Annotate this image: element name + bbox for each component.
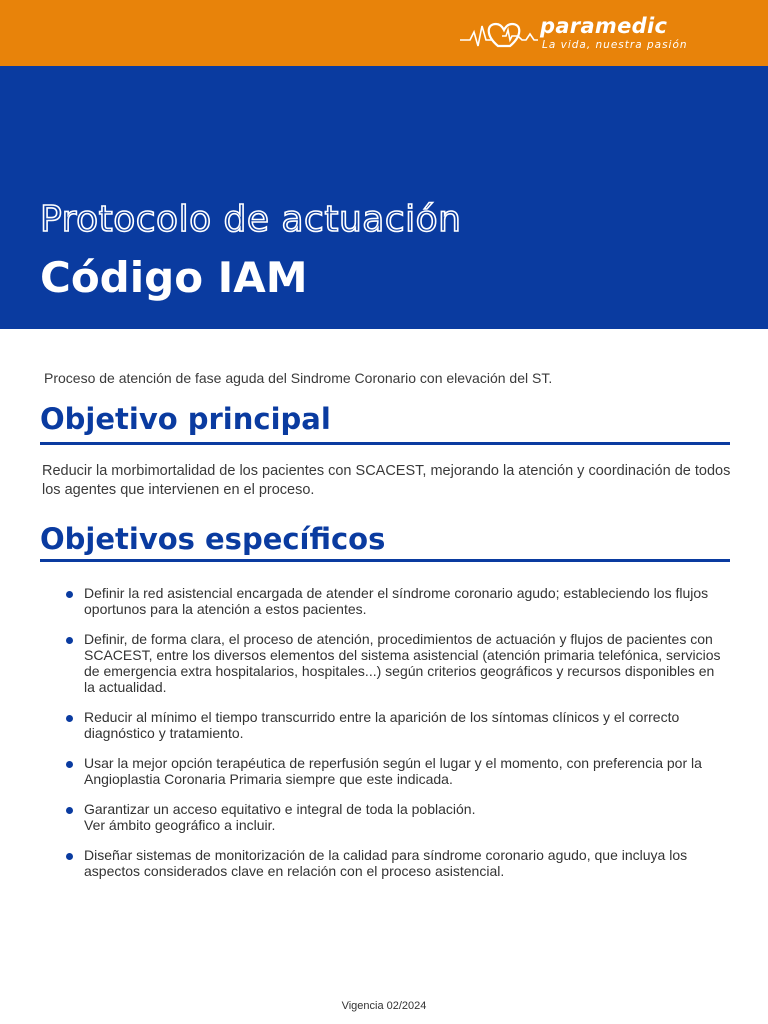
hero-banner	[0, 66, 768, 329]
main-objective-heading: Objetivo principal	[40, 402, 331, 436]
bullet-icon	[66, 591, 73, 598]
bullet-icon	[66, 715, 73, 722]
list-item	[64, 801, 728, 833]
list-item-text: Definir la red asistencial encargada de atender el síndrome coronario agudo; estableciendo los flujos oportunos para la atención a estos pacientes.	[84, 585, 709, 617]
brand-logo	[458, 14, 728, 54]
list-item	[64, 709, 728, 741]
list-item	[64, 755, 728, 787]
top-banner	[0, 0, 768, 66]
bullet-icon	[66, 853, 73, 860]
main-objective-text: Reducir la morbimortalidad de los pacientes con SCACEST, mejorando la atención y coordinación de todos los agentes que intervienen en el proceso.	[42, 463, 731, 498]
list-item-text: Definir, de forma clara, el proceso de atención, procedimientos de actuación y flujos de pacientes con SCACEST, entre los diversos elementos del sistema asistencial (atención primaria telefónica, servicios de emergencia extra hospitalarios, hospitales...) según criterios geográficos y recursos disponibles en la actualidad.	[84, 631, 721, 695]
brand-tagline: La vida, nuestra pasión	[542, 39, 688, 51]
list-item-text: Diseñar sistemas de monitorización de la calidad para síndrome coronario agudo, que incluya los aspectos considerados clave en relación con el proceso asistencial.	[84, 847, 688, 879]
list-item-text: Reducir al mínimo el tiempo transcurrido entre la aparición de los síntomas clínicos y el correcto diagnóstico y tratamiento.	[84, 709, 680, 741]
validity-footer: Vigencia 02/2024	[341, 1000, 427, 1012]
specific-objectives-heading: Objetivos específicos	[40, 522, 386, 556]
intro-text: Proceso de atención de fase aguda del Sindrome Coronario con elevación del ST.	[44, 370, 553, 386]
list-item	[64, 585, 728, 617]
bullet-icon	[66, 807, 73, 814]
bullet-icon	[66, 761, 73, 768]
bullet-icon	[66, 637, 73, 644]
list-item	[64, 631, 728, 695]
list-item-text: Garantizar un acceso equitativo e integral de toda la población. Ver ámbito geográfico a incluir.	[84, 801, 476, 833]
main-objective-divider	[40, 442, 730, 445]
page-title: Código IAM	[40, 253, 308, 302]
specific-objectives-divider	[40, 559, 730, 562]
hero-kicker: Protocolo de actuación	[40, 199, 462, 240]
list-item-text: Usar la mejor opción terapéutica de reperfusión según el lugar y el momento, con preferencia por la Angioplastia Coronaria Primaria siempre que este indicada.	[84, 755, 702, 787]
heart-pulse-icon	[458, 18, 538, 57]
specific-objectives-list	[64, 585, 728, 893]
brand-name: paramedic	[540, 14, 668, 38]
list-item	[64, 847, 728, 879]
